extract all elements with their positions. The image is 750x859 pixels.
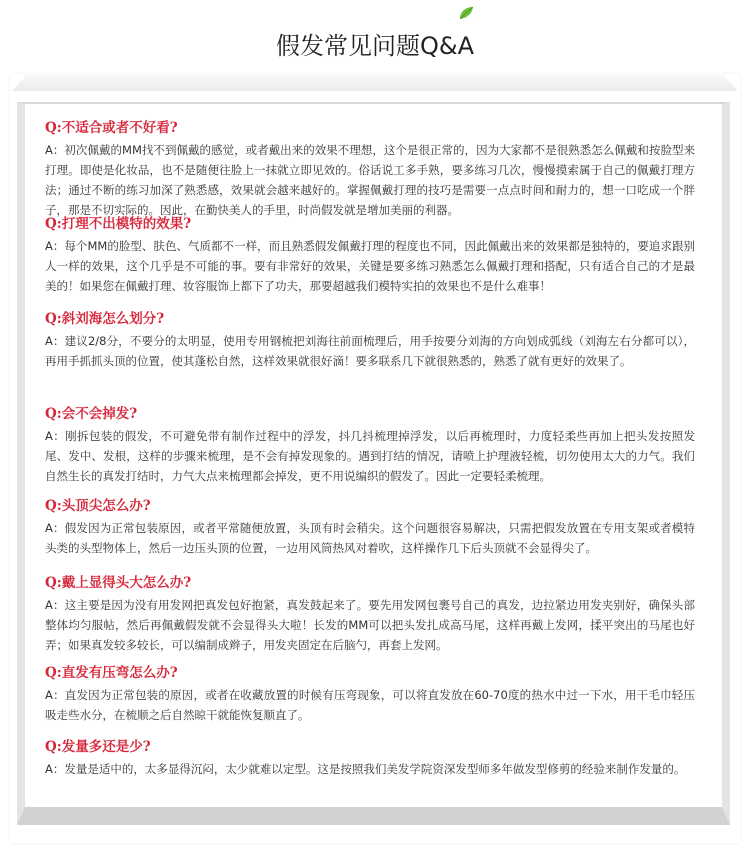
faq-item [45,214,695,309]
faq-item [45,737,695,779]
page-header [0,0,750,76]
faq-item [45,573,695,663]
faq-answer: A：直发因为正常包装的原因，或者在收藏放置的时候有压弯现象，可以将直发放在60-70度的热水中过一下水，用干毛巾轻压吸走些水分，在梳顺之后自然晾干就能恢复顺直了。 [45,688,695,722]
page-title: 假发常见问题Q&A [275,32,475,60]
faq-answer: A：刚拆包装的假发，不可避免带有制作过程中的浮发，抖几抖梳理掉浮发，以后再梳理时，力度轻柔些再加上把头发按照发尾、发中、发根，这样的步骤来梳理，是不会有掉发现象的。遇到打结的情况，请喷上护理液轻梳，切勿使用太大的力气。我们自然生长的真发打结时，力气大点来梳理都会掉发，更不用说编织的假发了。因此一定要轻柔梳理。 [45,429,695,483]
faq-answer: A：初次佩戴的MM找不到佩戴的感觉，或者戴出来的效果不理想，这个是很正常的，因为大家都不是很熟悉怎么佩戴和按脸型来打理。即使是化妆品，也不是随便往脸上一抹就立即见效的。俗话说工多手熟，要多练习几次，慢慢摸索属于自己的佩戴打理方法；通过不断的练习加深了熟悉感，效果就会越来越好的。掌握佩戴打理的技巧是需要一点点时间和耐力的，想一口吃成一个胖子，那是不切实际的。因此，在勤快美人的手里，时尚假发就是增加美丽的利器。 [45,143,695,217]
faq-answer: A：每个MM的脸型、肤色、气质都不一样，而且熟悉假发佩戴打理的程度也不同，因此佩戴出来的效果都是独特的，要追求跟别人一样的效果，这个几乎是不可能的事。要有非常好的效果，关键是要多练习熟悉怎么佩戴打理和搭配，只有适合自己的才是最美的！如果您在佩戴打理、妆容服饰上都下了功夫，那要超越我们模特实拍的效果也不是什么难事！ [45,239,695,293]
frame-top-bevel [12,75,738,91]
faq-answer: A：建议2/8分，不要分的太明显，使用专用钢梳把刘海往前面梳理后，用手按要分刘海的方向划成弧线（刘海左右分都可以），再用手抓抓头顶的位置，使其蓬松自然，这样效果就很好滴！要多联系几下就很熟悉的，熟悉了就有更好的效果了。 [45,334,695,368]
faq-question: Q:直发有压弯怎么办? [45,665,178,681]
faq-answer: A：这主要是因为没有用发网把真发包好抱紧，真发鼓起来了。要先用发网包裹号自己的真发，边拉紧边用发夹别好，确保头部整体均匀服帖，然后再佩戴假发就不会显得头大啦！长发的MM可以把头发扎成高马尾，这样再戴上发网，揉平突出的马尾也好弄；如果真发较多较长，可以编制成辫子，用发夹固定在后脑勺，再套上发网。 [45,598,695,652]
leaf-icon [458,6,474,20]
faq-answer: A：发量是适中的，太多显得沉闷，太少就难以定型。这是按照我们美发学院资深发型师多年做发型修剪的经验来制作发量的。 [45,762,686,776]
faq-item [45,309,695,404]
faq-question: Q:打理不出模特的效果? [45,216,192,232]
faq-question: Q:斜刘海怎么划分? [45,311,165,327]
faq-item [45,118,695,217]
faq-item [45,404,695,496]
faq-question: Q:会不会掉发? [45,406,138,422]
faq-item [45,663,695,737]
faq-question: Q:戴上显得头大怎么办? [45,575,192,591]
faq-question: Q:发量多还是少? [45,739,151,755]
faq-answer: A：假发因为正常包装原因，或者平常随便放置，头顶有时会稍尖。这个问题很容易解决，只需把假发放置在专用支架或者模特头类的头型物体上，然后一边压头顶的位置，一边用风筒热风对着吹，这样操作几下后头顶就不会显得尖了。 [45,521,695,555]
faq-question: Q:头顶尖怎么办? [45,498,151,514]
faq-question: Q:不适合或者不好看? [45,120,178,136]
faq-list [45,118,695,779]
faq-item [45,496,695,573]
